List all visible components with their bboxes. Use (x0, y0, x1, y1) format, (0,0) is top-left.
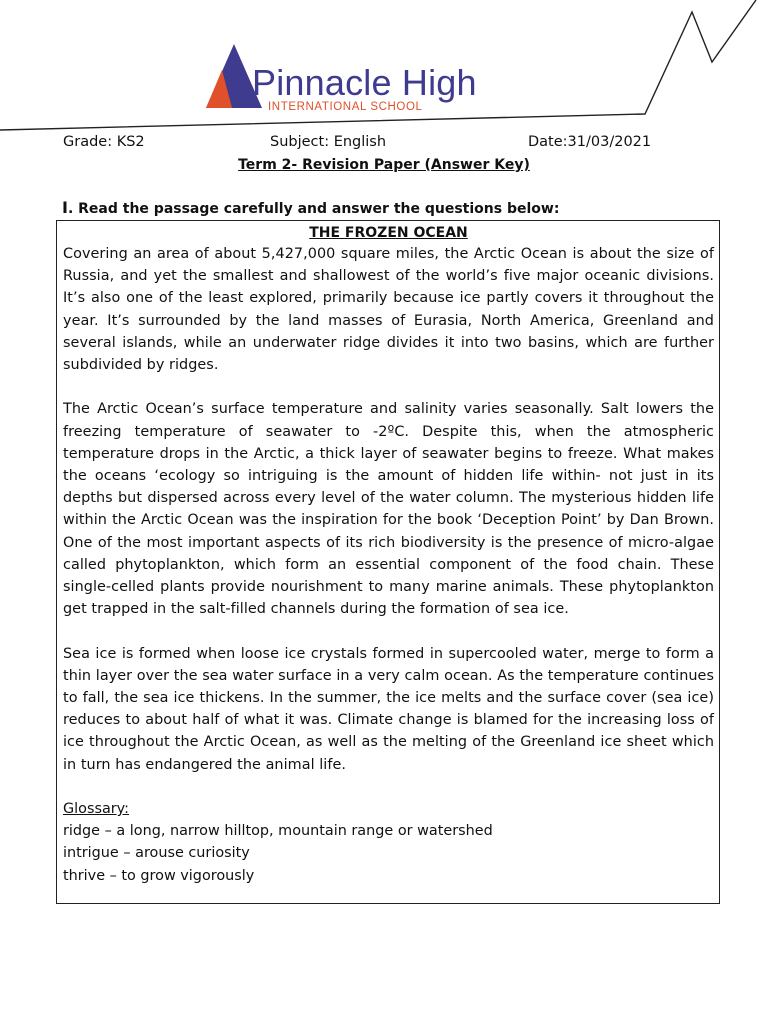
school-name: Pinnacle High (252, 62, 477, 103)
grade-label: Grade: KS2 (63, 134, 145, 150)
paper-title: Term 2- Revision Paper (Answer Key) (238, 157, 530, 173)
passage-title: THE FROZEN OCEAN (309, 225, 468, 241)
subject-label: Subject: English (270, 134, 387, 150)
glossary-item-intrigue: intrigue – arouse curiosity (63, 845, 250, 862)
school-subtitle: INTERNATIONAL SCHOOL (268, 101, 423, 113)
instruction-numeral: I (62, 198, 68, 217)
passage-box (56, 220, 720, 904)
date-label: Date:31/03/2021 (528, 134, 652, 150)
passage-paragraph-3: Sea ice is formed when loose ice crystals formed in supercooled water, merge to form a thin layer over the sea water surface in a very calm ocean. As the temperature continues to fall, the sea ice thickens. In the summer, the ice melts and the surface cover (sea ice) reduces to about half of what it was. Climate change is blamed for the increasing loss of ice throughout the Arctic Ocean, as well as the melting of the Greenland ice sheet which in turn has endangered the animal life. (63, 645, 714, 773)
passage-paragraph-2: The Arctic Ocean’s surface temperature and salinity varies seasonally. Salt lowers the freezing temperature of seawater to -2ºC. Despite this, when the atmospheric temperature drops in the Arctic, a thick layer of seawater begins to freeze. What makes the oceans ‘ecology so intriguing is the amount of hidden life within- not just in its depths but dispersed across every level of the water column. The mysterious hidden life within the Arctic Ocean was the inspiration for the book ‘Deception Point’ by Dan Brown. One of the most important aspects of its rich biodiversity is the presence of micro-algae called phytoplankton, which form an essential component of the food chain. These single-celled plants provide nourishment to many marine animals. These phytoplankton get trapped in the salt-filled channels during the formation of sea ice. (63, 401, 714, 618)
glossary-item-thrive: thrive – to grow vigorously (63, 867, 255, 884)
passage-paragraph-1: Covering an area of about 5,427,000 square miles, the Arctic Ocean is about the size of Russia, and yet the smallest and shallowest of the world’s five major oceanic divisions. It’s also one of the least explored, primarily because ice partly covers it throughout the year. It’s surrounded by the land masses of Eurasia, North America, Greenland and several islands, while an underwater ridge divides it into two basins, which are further subdivided by ridges. (63, 246, 714, 374)
instruction (62, 198, 559, 217)
glossary-item-ridge: ridge – a long, narrow hilltop, mountain range or watershed (63, 823, 493, 840)
glossary-title: Glossary: (63, 801, 130, 818)
instruction-text: . Read the passage carefully and answer the questions below: (67, 201, 560, 217)
